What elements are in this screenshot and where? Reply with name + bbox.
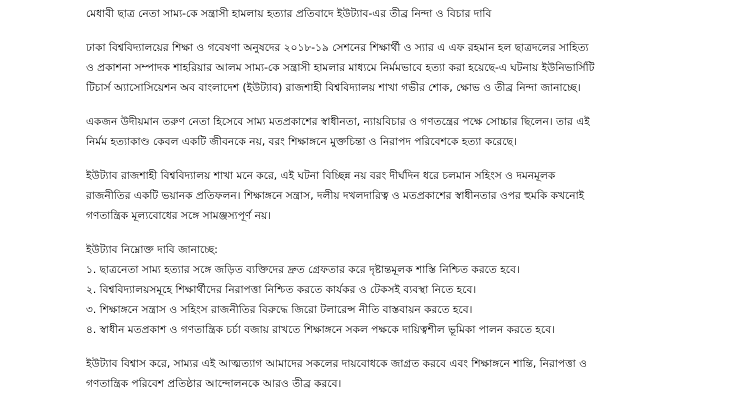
paragraph-tribute [86,112,722,152]
paragraph-spacer [86,226,722,240]
paragraph-analysis [86,166,722,226]
demand-item: ২. বিশ্ববিদ্যালয়সমূহে শিক্ষার্থীদের নিরাপত্তা নিশ্চিত করতে কার্যকর ও টেকসই ব্যবস্থা নিতে হবে। [86,284,477,296]
paragraph-closing [86,354,722,394]
paragraph-line: ইউট্যাব রাজশাহী বিশ্ববিদ্যালয় শাখা মনে করে, এই ঘটনা বিচ্ছিন্ন নয় বরং দীর্ঘদিন ধরে চলমান সহিংস ও দমনমূলক [86,170,556,182]
paragraph-line: গণতান্ত্রিক পরিবেশ প্রতিষ্ঠার আন্দোলনকে আরও তীব্র করবে। [86,378,342,390]
demands-section [86,240,722,340]
paragraph-line: একজন উদীয়মান তরুণ নেতা হিসেবে সাম্য মতপ্রকাশের স্বাধীনতা, ন্যায়বিচার ও গণতন্ত্রের পক্ষে সোচ্চার ছিলেন। তার এই [86,116,590,128]
paragraph-spacer [86,340,722,354]
paragraph-intro [86,38,722,98]
demand-item: ৪. স্বাধীন মতপ্রকাশ ও গণতান্ত্রিক চর্চা বজায় রাখতে শিক্ষাঙ্গনে সকল পক্ষকে দায়িত্বশীল ভূমিকা পালন করতে হবে। [86,324,555,336]
paragraph-line: টিচার্স অ্যাসোসিয়েশন অব বাংলাদেশ (ইউট্যাব) রাজশাহী বিশ্ববিদ্যালয় শাখা গভীর শোক, ক্ষোভ ও তীব্র নিন্দা জানাচ্ছে। [86,82,581,94]
paragraph-spacer [86,152,722,166]
paragraph-line: ইউট্যাব বিশ্বাস করে, সাম্যর এই আত্মত্যাগ আমাদের সকলের দায়বোধকে জাগ্রত করবে এবং শিক্ষাঙ্গনে শান্তি, নিরাপত্তা ও [86,358,587,370]
paragraph-spacer [86,24,722,38]
paragraph-line: ও প্রকাশনা সম্পাদক শাহরিয়ার আলম সাম্য-কে সন্ত্রাসী হামলার মাধ্যমে নির্মমভাবে হত্যা করা হয়েছে-এ ঘটনায় ইউনিভার্সিটি [86,62,595,74]
document-title: মেধাবী ছাত্র নেতা সাম্য-কে সন্ত্রাসী হামলায় হত্যার প্রতিবাদে ইউট্যাব-এর তীব্র নিন্দা ও বিচার দাবি [86,8,492,20]
paragraph-line: নির্মম হত্যাকাণ্ড কেবল একটি জীবনকে নয়, বরং শিক্ষাঙ্গনে মুক্তচিন্তা ও নিরাপদ পরিবেশকে হত্যা করেছে। [86,136,517,148]
demands-intro: ইউট্যাব নিম্নোক্ত দাবি জানাচ্ছে: [86,244,218,256]
demand-item: ১. ছাত্রনেতা সাম্য হত্যার সঙ্গে জড়িত ব্যক্তিদের দ্রুত গ্রেফতার করে দৃষ্টান্তমূলক শাস্তি নিশ্চিত করতে হবে। [86,264,520,276]
demand-item: ৩. শিক্ষাঙ্গনে সন্ত্রাস ও সহিংস রাজনীতির বিরুদ্ধে জিরো টলারেন্স নীতি বাস্তবায়ন করতে হবে। [86,304,473,316]
paragraph-line: গণতান্ত্রিক মূল্যবোধের সঙ্গে সামঞ্জস্যপূর্ণ নয়। [86,210,272,222]
paragraph-line: ঢাকা বিশ্ববিদ্যালয়ের শিক্ষা ও গবেষণা অনুষদের ২০১৮-১৯ সেশনের শিক্ষার্থী ও স্যার এ এফ রহমান হল ছাত্রদলের সাহিত্য [86,42,589,54]
paragraph-spacer [86,98,722,112]
paragraph-line: রাজনীতির একটি ভয়ানক প্রতিফলন। শিক্ষাঙ্গনে সন্ত্রাস, দলীয় দখলদারিত্ব ও মতপ্রকাশের স্বাধীনতার ওপর হুমকি কখনোই [86,190,585,202]
